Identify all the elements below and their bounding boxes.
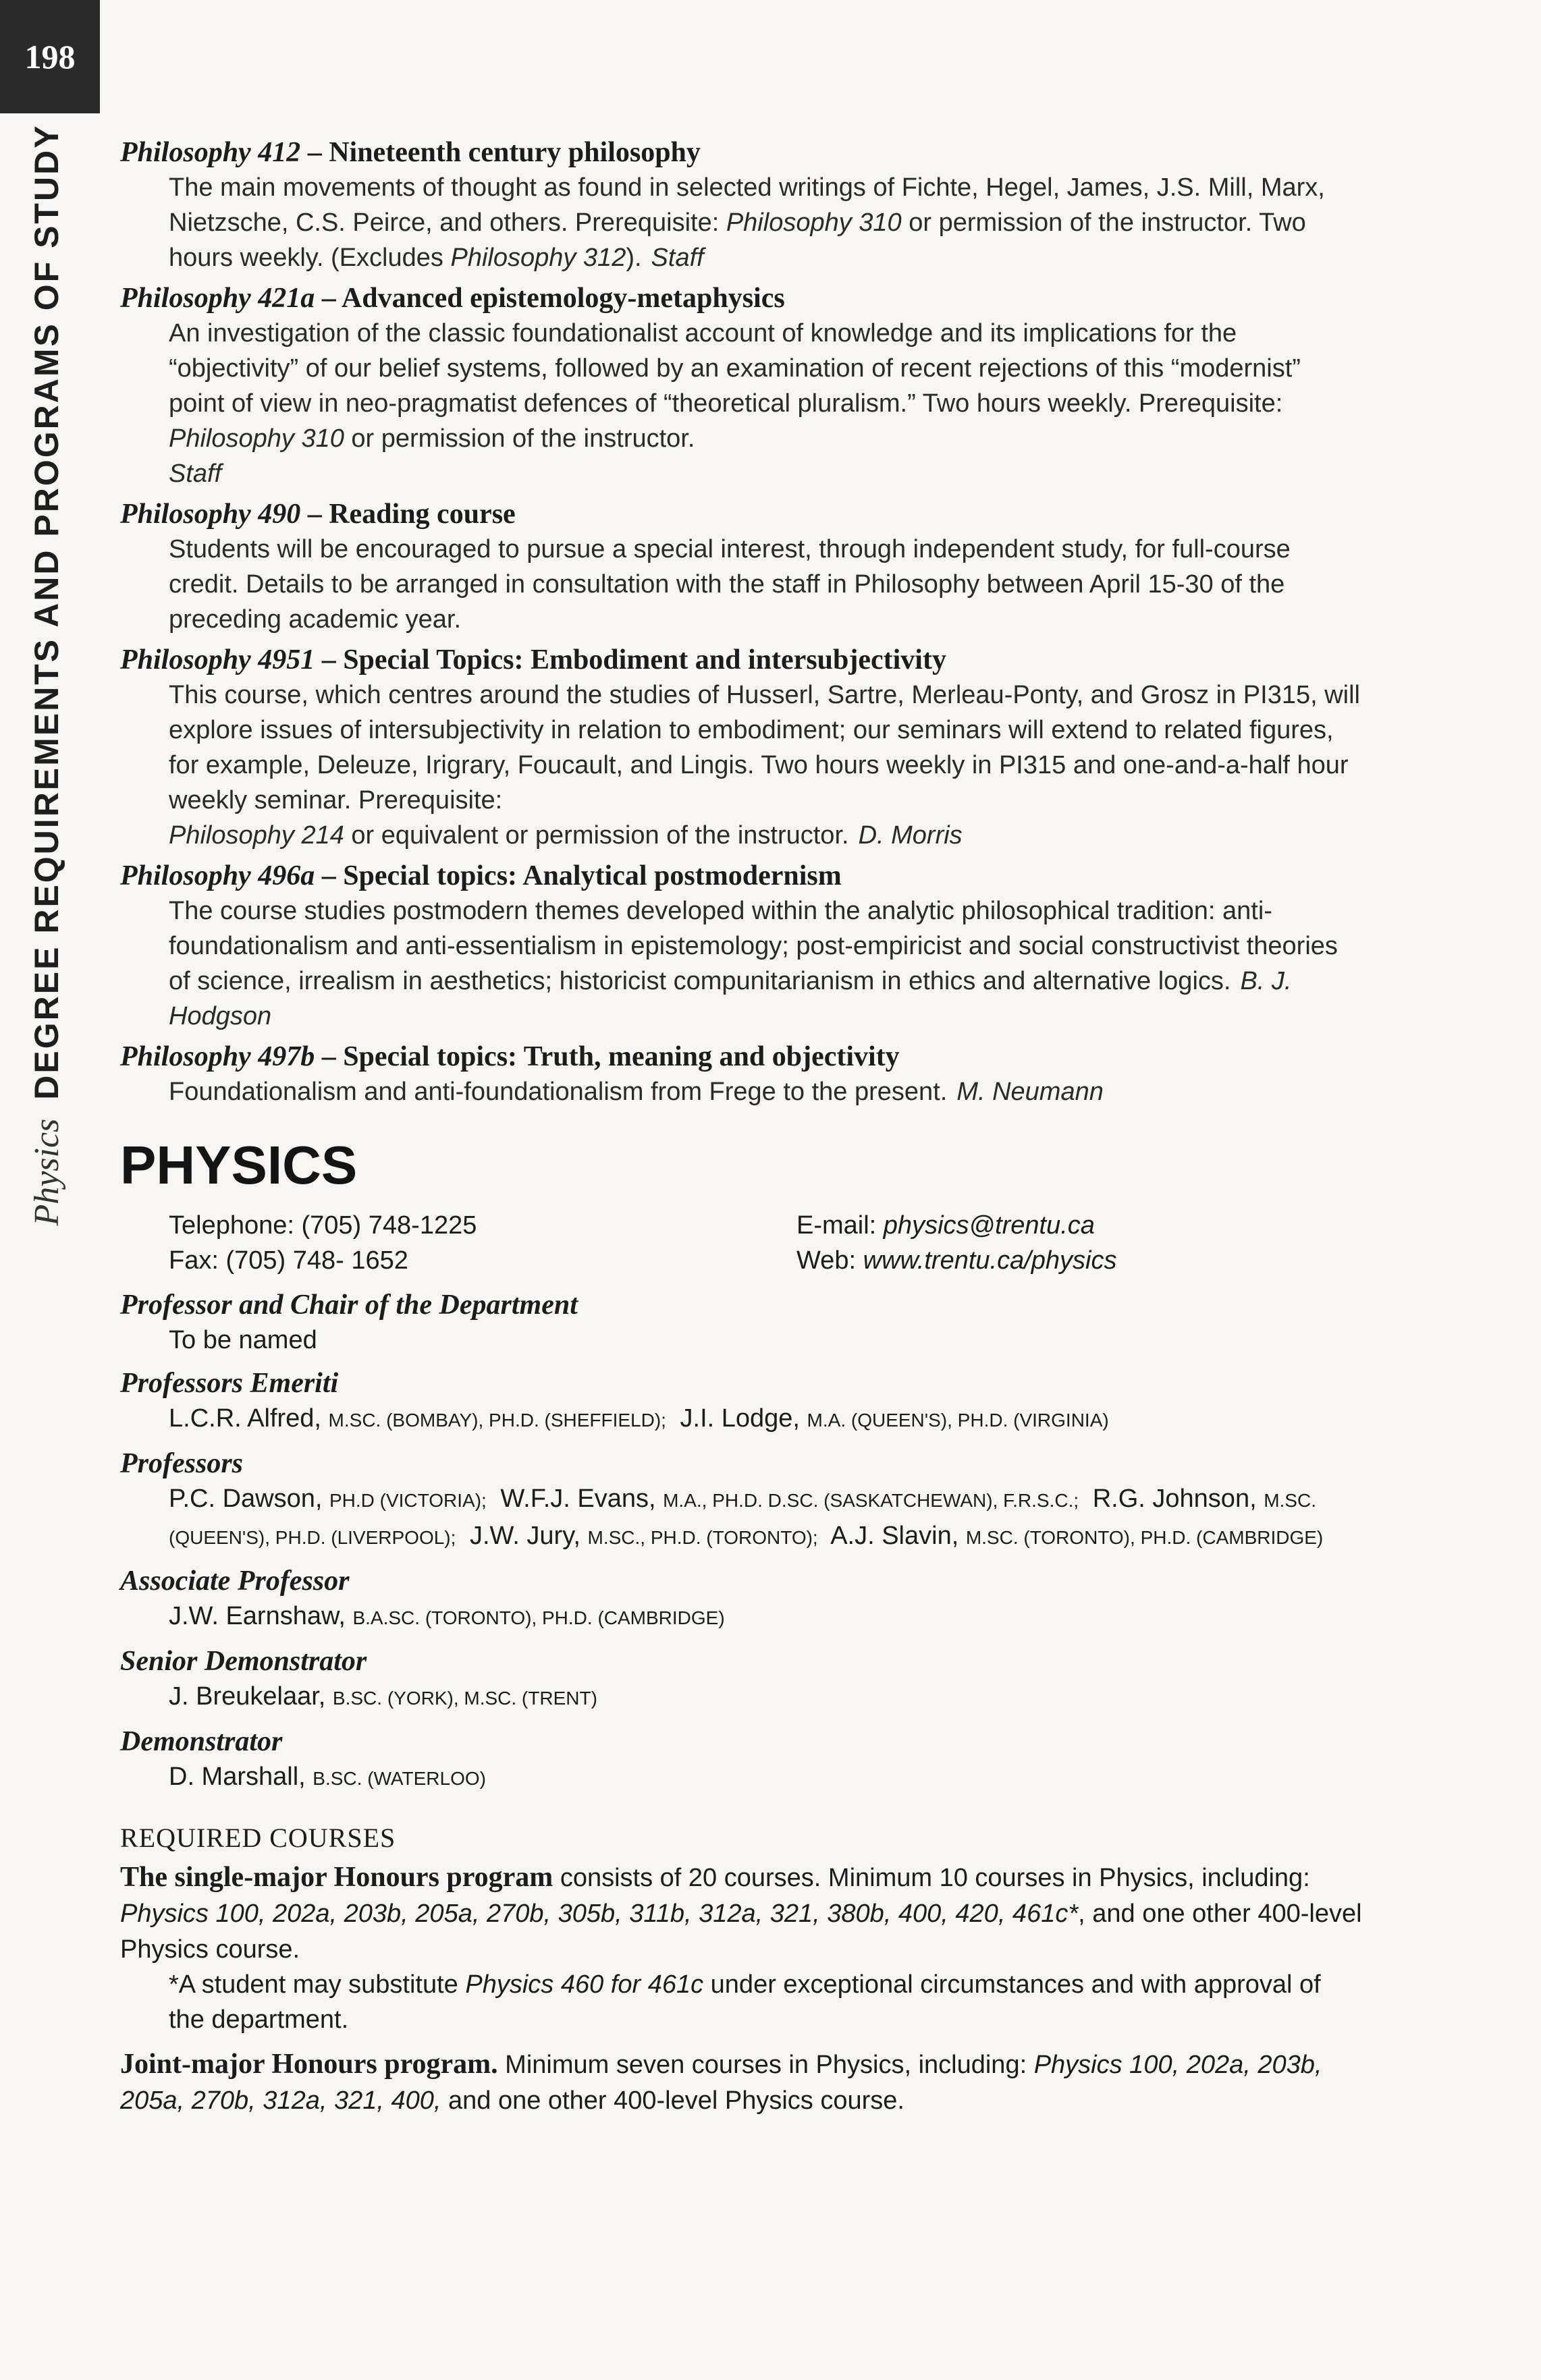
page-content (120, 135, 1362, 2128)
course-description-text: or permission of the instructor. (344, 424, 695, 453)
role-heading: Professors (120, 1448, 244, 1479)
role-people (120, 1599, 1362, 1636)
course-name: Nineteenth century philosophy (329, 137, 701, 168)
course-prerequisite-ref: Philosophy 310 (726, 209, 902, 237)
course-name: Special topics: Analytical postmodernism (343, 860, 842, 891)
course-description (120, 316, 1362, 491)
person-credentials: M.SC. (BOMBAY), PH.D. (SHEFFIELD); (328, 1410, 666, 1431)
person-name: R.G. Johnson, (1092, 1485, 1257, 1513)
course-description-text: The main movements of thought as found in selected writings of Fichte, Hegel, James, J.S. Mill, Marx, Nietzsche, C.S. Peirce, and others. Prerequisite: (169, 173, 1325, 237)
course-description-text: The course studies postmodern themes developed within the analytic philosophical tradition: anti-foundationalism and anti-essentialism in epistemology; post-empiricist and social constructivist theories of science, irrealism in aesthetics; historicist compunitarianism in ethics and alternative logics. (169, 897, 1338, 995)
course-title: Philosophy 490 – Reading course (120, 499, 516, 530)
course-description-text: or permission of the instructor. Two hours weekly. (Excludes (169, 209, 1306, 272)
person-name: J.I. Lodge, (680, 1404, 800, 1433)
course-number: Philosophy 421a (120, 283, 315, 314)
course-name: Special Topics: Embodiment and intersubjectivity (343, 644, 946, 675)
program-note (120, 1967, 1362, 2037)
course-instructor: D. Morris (858, 821, 963, 850)
program-text: consists of 20 courses. Minimum 10 courses in Physics, including: (553, 1864, 1310, 1892)
course-description (120, 1074, 1362, 1109)
course-title: Philosophy 496a – Special topics: Analytical postmodernism (120, 860, 842, 891)
role-people (120, 1401, 1362, 1438)
person-name: P.C. Dawson, (169, 1485, 323, 1513)
course-number: Philosophy 497b (120, 1041, 315, 1072)
course-description-text: This course, which centres around the studies of Husserl, Sartre, Merleau-Ponty, and Grosz in PI315, will explore issues of intersubjectivity in relation to embodiment; our seminars will extend to related figures, for example, Deleuze, Irigrary, Foucault, and Lingis. Two hours weekly in PI315 and one-and-a-half hour weekly seminar. Prerequisite: (169, 681, 1360, 814)
role-heading: Professor and Chair of the Department (120, 1290, 578, 1321)
person-name: J.W. Earnshaw, (169, 1602, 346, 1630)
person-name: To be named (169, 1326, 317, 1354)
person-name: J. Breukelaar, (169, 1682, 326, 1711)
person-credentials: M.A., PH.D. D.SC. (SASKATCHEWAN), F.R.S.C.; (663, 1490, 1079, 1511)
course-entry (120, 135, 1362, 275)
person-credentials: M.SC., PH.D. (TORONTO); (587, 1527, 818, 1548)
telephone: Telephone: (705) 748-1225 (169, 1211, 477, 1240)
program-text: , and one other 400-level Physics course. (120, 1900, 1362, 1964)
program-lead: The single-major Honours program (120, 1862, 553, 1893)
person-name: D. Marshall, (169, 1763, 306, 1791)
course-description (120, 677, 1362, 853)
web-line (796, 1243, 1116, 1278)
course-name: Reading course (329, 499, 516, 530)
course-description (120, 170, 1362, 275)
person-credentials: B.SC. (WATERLOO) (313, 1768, 486, 1789)
course-number: Philosophy 496a (120, 860, 315, 891)
program-course-list: Physics 100, 202a, 203b, 205a, 270b, 312a, 321, 400, (120, 2051, 1322, 2115)
course-title: Philosophy 421a – Advanced epistemology-metaphysics (120, 283, 785, 314)
web-label: Web: (796, 1246, 863, 1275)
person-credentials: PH.D (VICTORIA); (329, 1490, 487, 1511)
course-number: Philosophy 490 (120, 499, 301, 530)
course-instructor: Staff (651, 244, 704, 272)
course-entry (120, 1039, 1362, 1109)
web-link[interactable]: www.trentu.ca/physics (863, 1246, 1117, 1275)
course-entry (120, 497, 1362, 637)
course-exclusion-ref: Philosophy 312 (450, 244, 626, 272)
person-credentials: B.SC. (YORK), M.SC. (TRENT) (332, 1688, 597, 1709)
course-description-text: Foundationalism and anti-foundationalism from Frege to the present. (169, 1078, 948, 1106)
role-heading: Professors Emeriti (120, 1368, 339, 1399)
course-title: Philosophy 412 – Nineteenth century philosophy (120, 137, 701, 168)
role-heading: Senior Demonstrator (120, 1646, 367, 1677)
course-number: Philosophy 412 (120, 137, 301, 168)
course-entry (120, 642, 1362, 853)
role-heading: Demonstrator (120, 1726, 283, 1757)
role-people (120, 1759, 1362, 1796)
person-name: W.F.J. Evans, (500, 1485, 656, 1513)
course-entry (120, 858, 1362, 1034)
program-text: and one other 400-level Physics course. (441, 2086, 904, 2115)
email-link[interactable]: physics@trentu.ca (883, 1211, 1095, 1240)
page-number: 198 (0, 0, 100, 113)
course-description-text: An investigation of the classic foundationalist account of knowledge and its implications for the “objectivity” of our belief systems, followed by an examination of recent rejections of this “modernist” point of view in neo-pragmatist defences of “theoretical pluralism.” Two hours weekly. Prerequisite: (169, 319, 1301, 418)
program-course-list: Physics 100, 202a, 203b, 205a, 270b, 305b, 311b, 312a, 321, 380b, 400, 420, 461c* (120, 1900, 1079, 1928)
course-name: Special topics: Truth, meaning and objectivity (343, 1041, 900, 1072)
side-tab-title: DEGREE REQUIREMENTS AND PROGRAMS OF STUDY (28, 123, 65, 1100)
role-people (120, 1679, 1362, 1716)
person-credentials: M.SC. (TORONTO), PH.D. (CAMBRIDGE) (965, 1527, 1324, 1548)
email-label: E-mail: (796, 1211, 884, 1240)
role-heading: Associate Professor (120, 1566, 350, 1597)
course-instructor: M. Neumann (956, 1078, 1104, 1106)
course-description: Students will be encouraged to pursue a special interest, through independent study, for full-course credit. Details to be arranged in consultation with the staff in Philosophy between April 15-30 of the preceding academic year. (169, 535, 1291, 634)
course-instructor: B. J. Hodgson (169, 967, 1292, 1030)
joint-major-program (120, 2047, 1362, 2118)
course-entry (120, 281, 1362, 491)
role-people (120, 1481, 1362, 1555)
person-name: L.C.R. Alfred, (169, 1404, 321, 1433)
person-name: A.J. Slavin, (830, 1522, 959, 1550)
program-note-text: *A student may substitute (169, 1970, 466, 1999)
email-line (796, 1208, 1116, 1243)
required-courses-heading: REQUIRED COURSES (120, 1823, 396, 1853)
role-people (120, 1323, 1362, 1358)
course-title: Philosophy 4951 – Special Topics: Embodiment and intersubjectivity (120, 644, 946, 675)
side-tab (16, 123, 77, 1226)
person-credentials: B.A.SC. (TORONTO), PH.D. (CAMBRIDGE) (352, 1607, 725, 1628)
single-major-program (120, 1860, 1362, 2037)
fax: Fax: (705) 748- 1652 (169, 1246, 408, 1275)
program-note-ref: Physics 460 for 461c (465, 1970, 704, 1999)
person-credentials: M.SC.(QUEEN'S), PH.D. (LIVERPOOL); (169, 1490, 1316, 1548)
course-name: Advanced epistemology-metaphysics (341, 283, 785, 314)
course-description (120, 893, 1362, 1034)
program-lead: Joint-major Honours program. (120, 2049, 498, 2080)
department-contacts (120, 1208, 1362, 1278)
program-note-text: under exceptional circumstances and with approval of the department. (169, 1970, 1321, 2034)
course-description-text: or equivalent or permission of the instructor. (344, 821, 849, 850)
course-number: Philosophy 4951 (120, 644, 315, 675)
person-credentials: M.A. (QUEEN'S), PH.D. (VIRGINIA) (807, 1410, 1109, 1431)
side-tab-section: Physics (27, 1118, 66, 1226)
course-prerequisite-ref: Philosophy 310 (169, 424, 344, 453)
course-title: Philosophy 497b – Special topics: Truth, meaning and objectivity (120, 1041, 900, 1072)
program-text: Minimum seven courses in Physics, including: (497, 2051, 1034, 2079)
course-instructor: Staff (169, 460, 222, 488)
course-description-text: ). (626, 244, 642, 272)
course-prerequisite-ref: Philosophy 214 (169, 821, 344, 850)
person-name: J.W. Jury, (469, 1522, 580, 1550)
department-heading: PHYSICS (120, 1135, 358, 1195)
